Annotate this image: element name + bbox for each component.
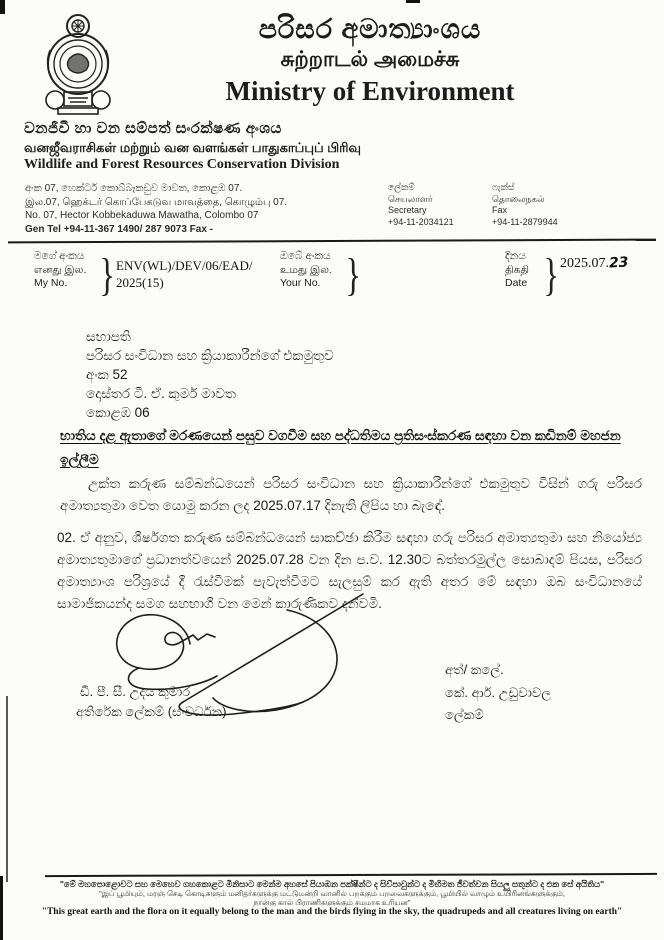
signer-right-designation: ලේකම්	[445, 707, 484, 722]
fax-phone: +94-11-2879944	[492, 216, 558, 227]
signer-left-designation: අතිරේක ලේකම් (සංවර්ධන)	[76, 704, 227, 719]
fax-label-english: Fax	[492, 205, 508, 215]
footer-quote-tamil-line1: "இப் பூமியும், மரஞ் செடி கொடிகளும் மனிதர்களுக்கு மட்டுமன்றி வானில் பறக்கும் பறவைகளுக்கும், பூமியில் வாழும் உயிரினங்களுக்கும்,	[99, 889, 565, 898]
my-no-value-line2: 2025(15)	[116, 275, 164, 290]
date-labels	[505, 250, 529, 291]
division-name-tamil: வனஜீவராசிகள் மற்றும் வன வளங்கள் பாதுகாப்புப் பிரிவு	[24, 140, 361, 155]
signer-left-name: ඩී. පී. සී. උදය කුමාර	[80, 684, 191, 699]
fax-label-tamil: தொலைநகல்	[492, 193, 545, 204]
header-divider-line	[8, 239, 656, 244]
recipient-line: පරිසර සංවිධාන සහ ක්‍රියාකාරීන්ගේ එකමුතුව	[86, 348, 334, 363]
signer-right-name: කේ. ආර්. උඩුවාවල	[445, 685, 552, 700]
office-address-block	[25, 182, 355, 236]
ministry-title-english: Ministry of Environment	[225, 76, 515, 106]
your-no-brace: }	[345, 249, 361, 300]
division-name-sinhala: වනජීවී හා වන සම්පත් සංරක්ෂණ අංශය	[24, 120, 282, 137]
your-no-label-tamil: உமது இல.	[280, 263, 332, 276]
scan-artifact	[0, 0, 5, 14]
recipient-line: දොස්තර ටී. ඒ. කුමර් මාවත	[86, 386, 236, 401]
recipient-line: සභාපති	[86, 329, 131, 344]
body-paragraph-1: උක්ත කරුණ සම්බන්ධයෙන් පරිසර සංවිධාන සහ ක්‍රියාකාරීන්ගේ එකමුතුව විසින් ගරු පරිසර අමාත්‍යතුමා වෙත යොමු කරන ලද 2025.07.17 දිනැති ලිපිය හා බැඳේ.	[60, 476, 642, 513]
date-brace: }	[543, 249, 559, 300]
ministry-title-sinhala: පරිසර අමාත්‍යාංශය	[258, 14, 482, 44]
your-no-labels	[280, 250, 332, 291]
secretary-phone: +94-11-2034121	[388, 216, 454, 227]
recipient-line: අංක 52	[86, 367, 128, 382]
my-no-value	[116, 257, 252, 291]
my-no-label-sinhala: මගේ අංකය	[34, 250, 85, 262]
date-label-sinhala: දිනය	[505, 250, 526, 262]
subject-text: භාතිය දළ ඇතාගේ මරණයෙන් පසුව වගවීම සහ පද්ධතිමය ප්‍රතිසංස්කරණ සඳහා වන කඩිනම් මහජන ඉල්ලීම	[60, 428, 621, 467]
date-handwritten: 23	[608, 254, 629, 272]
my-no-label-english: My No.	[34, 277, 68, 289]
general-telephone: Gen Tel +94-11-367 1490/ 287 9073 Fax -	[25, 223, 213, 235]
division-name-english: Wildlife and Forest Resources Conservation Division	[24, 157, 340, 172]
secretary-label-english: Secretary	[388, 205, 427, 215]
scan-artifact	[0, 876, 3, 940]
your-no-label-english: Your No.	[280, 277, 321, 289]
fax-label-sinhala: ෆැක්ස්	[492, 182, 515, 192]
footer-quote-sinhala: "මේ මහපොළොවට සහ මෙහෙව ගහකොළට මිනිසාට මෙන්ම අහසේ පියාඹන පක්ෂීන්ට ද සිව්පාවුන්ට ද මිහිමත ජීවත්වන සියලු සතුන්ට ද එක සේ අයිතිය"	[59, 879, 605, 889]
your-no-label-sinhala: ඔබේ අංකය	[280, 250, 331, 262]
my-no-value-line1: ENV(WL)/DEV/06/EAD/	[116, 258, 253, 273]
body-paragraph-2: 02. ඒ අනුව, ශීර්ෂගත කරුණ සම්බන්ධයෙන් සාකච්ඡා කිරීම සඳහා ගරු පරිසර අමාත්‍යතුමා සහ නියෝජ්‍ය අමාත්‍යතුමාගේ ප්‍රධානත්වයෙන් 2025.07.28 වන දින ප.ව. 12.30ට බත්තරමුල්ල සොබාදම් පියස, පරිසර අමාත්‍යාංශ පරිශ්‍රයේ දී රැස්වීමක් පැවැත්වීමට සැලසුම් කර ඇති අතර මේ සඳහා ඔබ සංවිධානයේ සාමාජිකයන්ද සමග සහභාගී වන මෙන් කාරුණිකව දන්වමි.	[57, 530, 642, 611]
signer-right-block	[445, 660, 551, 725]
signed-note: අත්/ කලේ.	[445, 662, 504, 677]
address-tamil: இல.07, ஹெக்டர் கொப்பேகடுவ மாவத்தை, கொழும்பு 07.	[25, 196, 288, 208]
date-value	[560, 255, 628, 272]
footer-quote-tamil-line2: நான்கு கால் பிராணிகளுக்கும் சமமாக உரியன"	[253, 898, 411, 907]
fax-contact-block	[492, 182, 602, 228]
my-no-label-tamil: எனது இல.	[34, 263, 87, 276]
national-emblem-icon	[28, 12, 128, 116]
ministry-title-tamil: சுற்றாடல் அமைச்சு	[280, 48, 460, 71]
scan-artifact	[406, 0, 420, 3]
secretary-label-tamil: செயலாளர்	[388, 193, 433, 204]
scan-artifact	[6, 696, 8, 882]
secretary-label-sinhala: ලේකම්	[388, 182, 415, 192]
signer-left-block	[76, 682, 227, 722]
address-sinhala: අංක 07, හෙක්ටර් කොබ්බෑකඩුව මාවත, කොළඹ 07.	[25, 183, 243, 194]
date-label-tamil: திகதி	[505, 263, 529, 276]
subject-line	[60, 424, 640, 472]
my-no-brace: }	[99, 249, 115, 300]
date-printed: 2025.07.	[560, 256, 609, 271]
footer-quote-english: "This great earth and the flora on it equally belong to the man and the birds flying in the sky, the quadrupeds and all creatures living on earth"	[41, 907, 623, 917]
my-no-labels	[34, 250, 86, 291]
footer-divider-line	[45, 873, 657, 877]
recipient-address-block	[86, 327, 446, 422]
address-english: No. 07, Hector Kobbekaduwa Mawatha, Colombo 07	[25, 210, 259, 221]
secretary-contact-block	[388, 182, 488, 228]
date-label-english: Date	[505, 277, 528, 289]
recipient-line: කොළඹ 06	[86, 405, 150, 420]
